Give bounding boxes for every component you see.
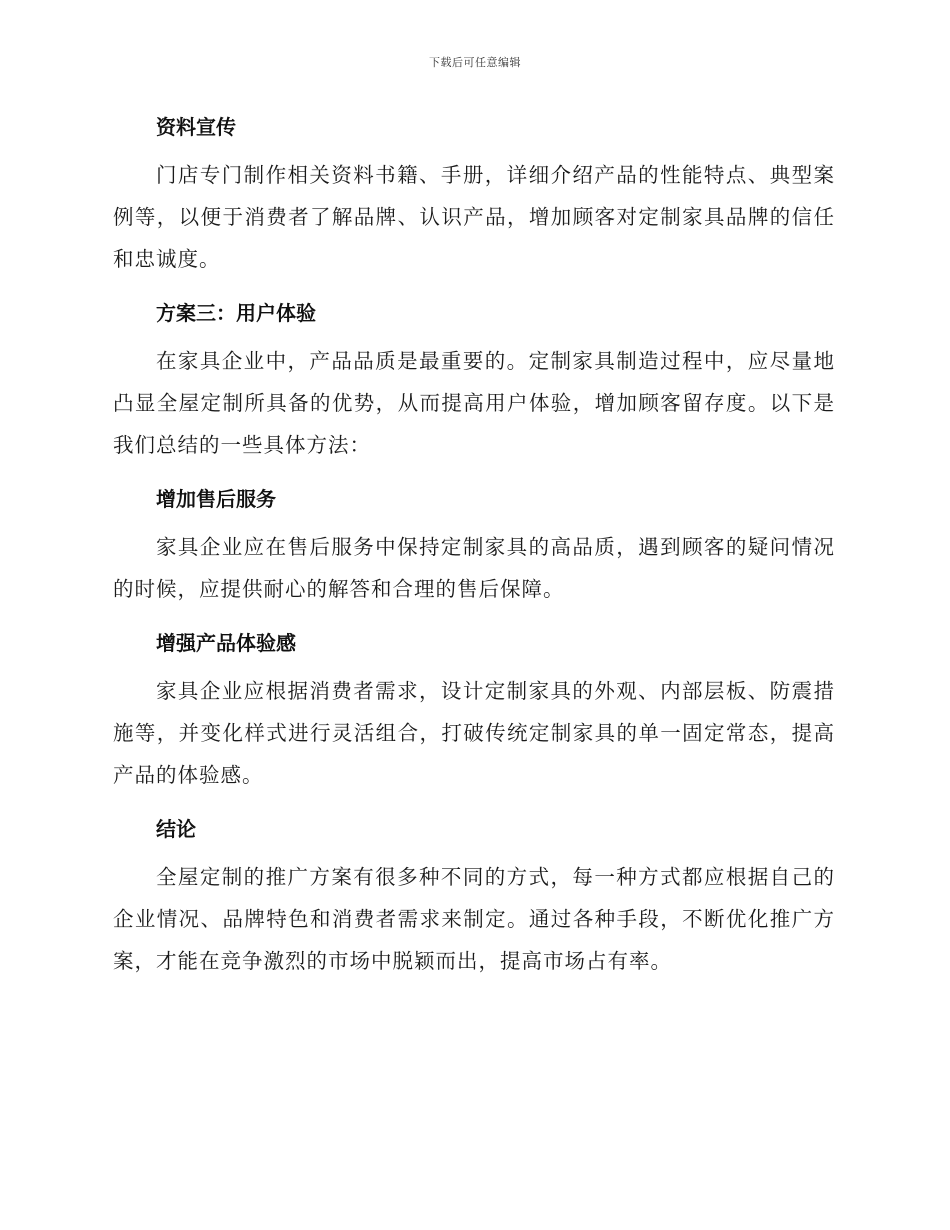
- section-after-sales: [113, 478, 835, 610]
- section-paragraph: 家具企业应在售后服务中保持定制家具的高品质，遇到顾客的疑问情况的时候，应提供耐心的解答和合理的售后保障。: [113, 535, 835, 601]
- section-heading: 资料宣传: [156, 115, 236, 139]
- section-conclusion: [113, 808, 835, 982]
- page-header: 下载后可任意编辑: [429, 56, 521, 69]
- section-paragraph: 全屋定制的推广方案有很多种不同的方式，每一种方式都应根据自己的企业情况、品牌特色和消费者需求来制定。通过各种手段，不断优化推广方案，才能在竞争激烈的市场中脱颖而出，提高市场占有率。: [113, 865, 835, 973]
- section-paragraph: 在家具企业中，产品品质是最重要的。定制家具制造过程中，应尽量地凸显全屋定制所具备的优势，从而提高用户体验，增加顾客留存度。以下是我们总结的一些具体方法：: [113, 349, 835, 457]
- section-heading: 增强产品体验感: [156, 631, 296, 655]
- section-paragraph: 门店专门制作相关资料书籍、手册，详细介绍产品的性能特点、典型案例等，以便于消费者了解品牌、认识产品，增加顾客对定制家具品牌的信任和忠诚度。: [113, 163, 835, 271]
- section-heading: 结论: [156, 817, 196, 841]
- section-materials: [113, 106, 835, 280]
- section-paragraph: 家具企业应根据消费者需求，设计定制家具的外观、内部层板、防震措施等，并变化样式进行灵活组合，打破传统定制家具的单一固定常态，提高产品的体验感。: [113, 679, 835, 787]
- document-body: [113, 106, 835, 994]
- section-product-experience: [113, 622, 835, 796]
- section-user-experience: [113, 292, 835, 466]
- section-heading: 方案三：用户体验: [156, 301, 316, 325]
- section-heading: 增加售后服务: [156, 487, 276, 511]
